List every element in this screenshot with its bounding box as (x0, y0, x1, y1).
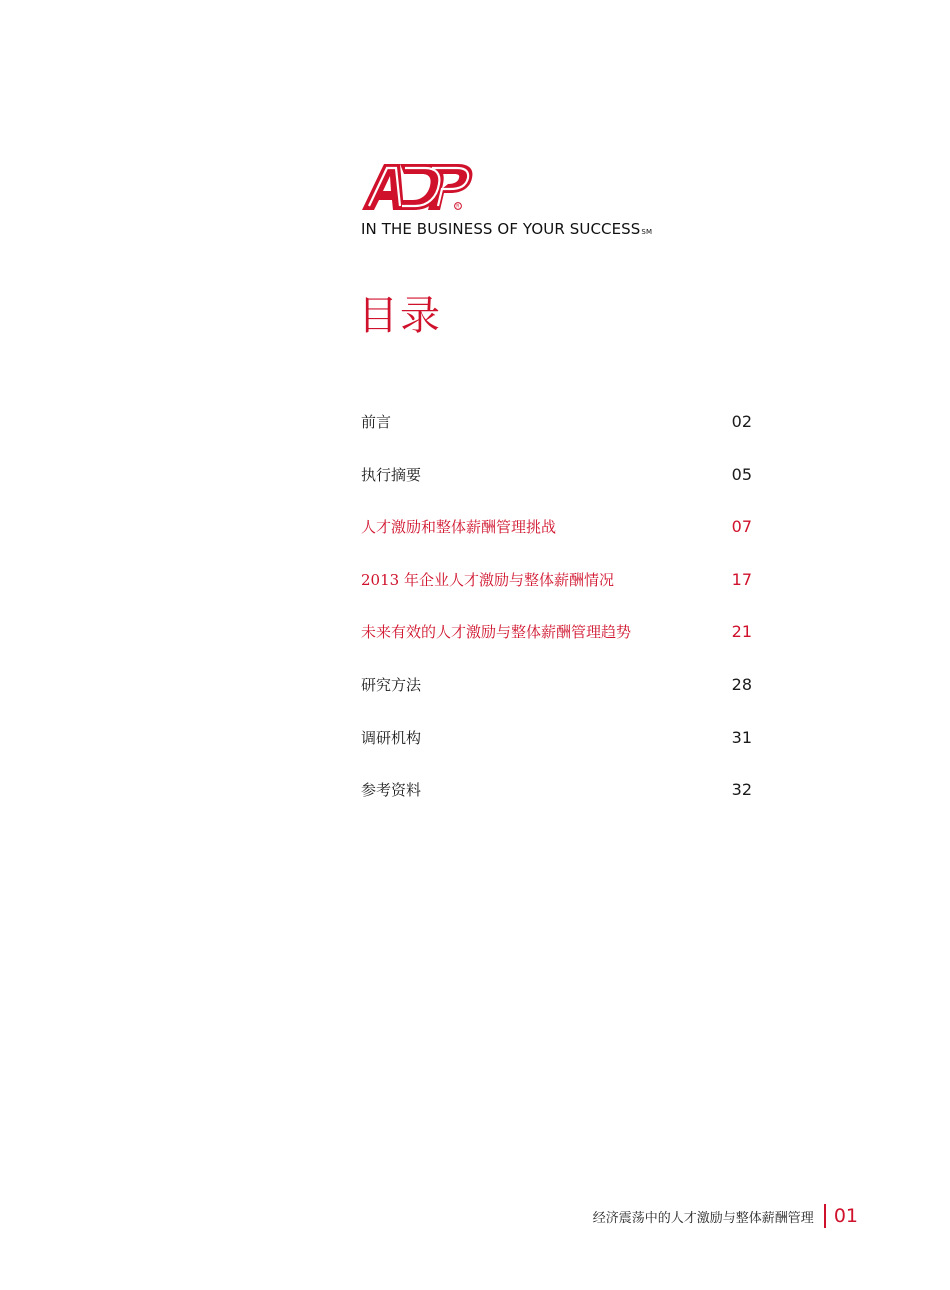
footer-document-title: 经济震荡中的人才激励与整体薪酬管理 (592, 1210, 814, 1226)
brand-tagline (361, 220, 652, 238)
toc-entry-page: 05 (731, 464, 752, 484)
toc-entry-page: 32 (731, 780, 752, 800)
toc-entry-page: 07 (731, 517, 752, 537)
toc-entry-label: 参考资料 (361, 781, 422, 800)
toc-entry-label: 未来有效的人才激励与整体薪酬管理趋势 (361, 623, 632, 642)
toc-entry-label: 2013 年企业人才激励与整体薪酬情况 (361, 570, 614, 589)
toc-entry-label: 调研机构 (361, 728, 422, 747)
toc-entry-label: 前言 (361, 413, 392, 431)
toc-entry-executive-summary[interactable] (361, 461, 752, 514)
service-mark: SM (641, 228, 653, 236)
toc-entry-label: 执行摘要 (361, 465, 422, 484)
table-of-contents (361, 408, 752, 829)
toc-entry-challenges[interactable] (361, 513, 752, 566)
page-footer (593, 1203, 858, 1229)
toc-entry-research-institute[interactable] (361, 724, 752, 777)
toc-entry-references[interactable] (361, 776, 752, 829)
footer-divider (824, 1204, 826, 1228)
toc-entry-methodology[interactable] (361, 671, 752, 724)
toc-entry-page: 17 (731, 569, 752, 589)
adp-logo (360, 160, 474, 212)
toc-entry-2013-status[interactable] (361, 566, 752, 619)
toc-entry-preface[interactable] (361, 408, 752, 461)
toc-entry-page: 31 (731, 727, 752, 747)
toc-entry-label: 研究方法 (361, 675, 422, 694)
toc-entry-label: 人才激励和整体薪酬管理挑战 (361, 518, 557, 537)
toc-entry-page: 28 (731, 674, 752, 694)
toc-entry-future-trends[interactable] (361, 618, 752, 671)
footer-page-number: 01 (833, 1205, 858, 1227)
toc-entry-page: 02 (731, 412, 752, 431)
toc-entry-page: 21 (731, 622, 752, 642)
toc-title: 目录 (358, 293, 442, 339)
tagline-text: IN THE BUSINESS OF YOUR SUCCESS (361, 220, 641, 238)
svg-text:R: R (456, 204, 460, 210)
